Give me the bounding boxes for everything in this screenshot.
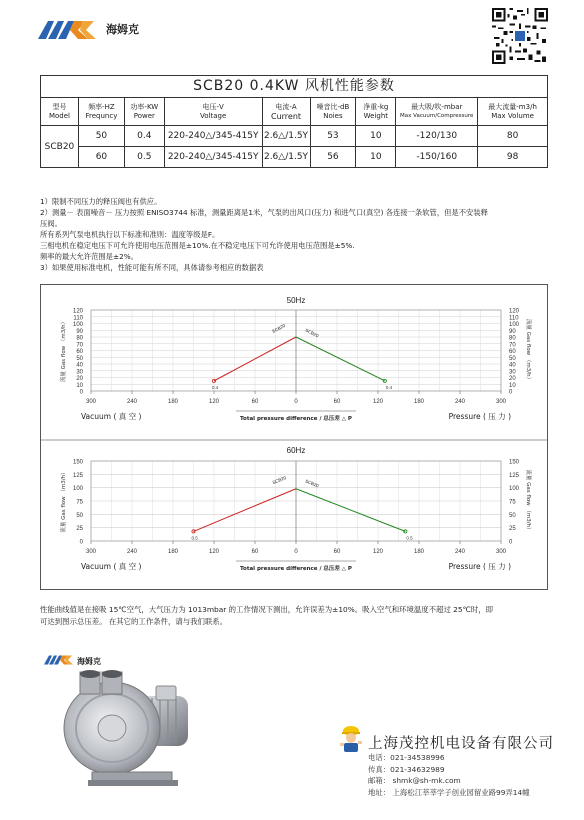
x-tick-label: 300 bbox=[495, 549, 507, 555]
note-line: 所有系列气泵电机执行以下标准和准则：温度等级是F。 bbox=[40, 230, 220, 239]
cell-max-pressure: -150/160 bbox=[396, 147, 478, 168]
brand-name-small: 海姆克 bbox=[77, 657, 101, 666]
cell-current: 2.6△/1.5Y bbox=[262, 126, 310, 147]
y-tick-label-left: 10 bbox=[76, 382, 83, 389]
column-header-cn: 最大流量-m3/h bbox=[488, 102, 537, 111]
column-header bbox=[124, 98, 164, 126]
performance-charts bbox=[41, 285, 547, 589]
column-header-cn: 频率-HZ bbox=[88, 102, 115, 111]
spec-table bbox=[40, 97, 548, 168]
x-tick-label: 120 bbox=[372, 549, 384, 555]
series-power-label: 0.4 bbox=[212, 384, 219, 390]
x-tick-label: 60 bbox=[251, 399, 259, 405]
y-axis-label-right: 流量 Gas flow （m3/h） bbox=[525, 318, 531, 383]
y-tick-label-left: 40 bbox=[76, 362, 83, 369]
performance-note-line: 性能曲线值是在接吸 15℃空气，大气压力为 1013mbar 的工作情况下测出，允许误差为±10%。吸入空气和环境温度不超过 25℃时，即 bbox=[40, 605, 494, 614]
x-tick-label: 120 bbox=[208, 399, 220, 405]
column-header-cn: 电压-V bbox=[202, 102, 224, 111]
series-power-label: 0.4 bbox=[385, 384, 393, 390]
spec-row-50hz bbox=[41, 126, 548, 147]
column-header-cn: 净重-kg bbox=[363, 102, 389, 111]
column-header-en: Noies bbox=[323, 111, 343, 120]
y-tick-label-left: 125 bbox=[72, 472, 83, 479]
y-tick-label-right: 90 bbox=[509, 328, 516, 335]
x-axis-label: Total pressure difference / 总压差 △ P bbox=[240, 416, 352, 422]
note-line: 1）限制不同压力的释压阀也有供应。 bbox=[40, 197, 162, 206]
column-header-en: Weight bbox=[363, 111, 389, 120]
y-tick-label-left: 50 bbox=[76, 355, 83, 362]
column-header bbox=[78, 98, 124, 126]
y-tick-label-right: 80 bbox=[509, 335, 516, 342]
column-header bbox=[262, 98, 310, 126]
column-header-en: Frequncy bbox=[85, 111, 118, 120]
y-tick-label-left: 100 bbox=[72, 322, 83, 328]
note-line: 三相电机在稳定电压下可允许使用电压范围是±10%.在不稳定电压下可允许使用电压范围是±5%. bbox=[40, 241, 355, 250]
y-tick-label-right: 100 bbox=[509, 322, 520, 328]
x-tick-label: 300 bbox=[495, 399, 507, 405]
y-axis-label-left: 流量 Gas flow （m3/h） bbox=[61, 318, 67, 383]
contact-phone: 电话：021-34538996 bbox=[368, 753, 445, 762]
spec-table-title: SCB20 0.4KW 风机性能参数 bbox=[40, 75, 548, 97]
performance-note bbox=[40, 604, 548, 628]
y-axis-label-right: 流量 Gas flow （m3/h） bbox=[525, 469, 531, 533]
series-name-label: SCB20 bbox=[271, 475, 287, 486]
column-header bbox=[41, 98, 79, 126]
x-tick-label: 180 bbox=[413, 399, 425, 405]
x-axis-label: Total pressure difference / 总压差 △ P bbox=[240, 566, 352, 572]
spec-header-row bbox=[41, 98, 548, 126]
series-name-label: SCB20 bbox=[271, 322, 287, 335]
y-tick-label-left: 90 bbox=[76, 328, 83, 335]
column-header-cn: 型号 bbox=[52, 102, 67, 111]
y-tick-label-left: 100 bbox=[72, 486, 83, 493]
column-header-cn: 功率-KW bbox=[130, 102, 159, 111]
x-tick-label: 240 bbox=[454, 399, 466, 405]
chart-title: 60Hz bbox=[286, 446, 306, 455]
note-line: 3）如果使用标准电机，性能可能有所不同，具体请参考相应的数据表 bbox=[40, 263, 264, 272]
x-tick-label: 300 bbox=[85, 549, 97, 555]
cell-weight: 10 bbox=[356, 147, 396, 168]
x-tick-label: 240 bbox=[126, 549, 138, 555]
column-header-en: Max Volume bbox=[491, 111, 534, 120]
cell-power: 0.4 bbox=[124, 126, 164, 147]
y-tick-label-right: 120 bbox=[509, 308, 520, 315]
chart-title: 50Hz bbox=[286, 296, 306, 305]
y-tick-label-right: 125 bbox=[509, 472, 520, 479]
brand-logo-small-icon bbox=[44, 652, 76, 666]
vacuum-label: Vacuum ( 真 空 ) bbox=[81, 562, 142, 571]
series-power-label: 0.5 bbox=[406, 535, 413, 541]
cell-voltage: 220-240△/345-415Y bbox=[164, 147, 262, 168]
column-header bbox=[164, 98, 262, 126]
spec-row-60hz bbox=[41, 147, 548, 168]
y-tick-label-right: 0 bbox=[509, 539, 513, 546]
y-tick-label-right: 10 bbox=[509, 382, 516, 389]
x-tick-label: 60 bbox=[333, 399, 341, 405]
column-header bbox=[478, 98, 548, 126]
y-tick-label-right: 25 bbox=[509, 526, 516, 533]
x-tick-label: 180 bbox=[413, 549, 425, 555]
note-line: 2）测量－ 表面噪音－ 压力按照 ENISO3744 标准，测量距离是1米，气泵的出风口(压力) 和进气口(真空) 各连接一条软管，但是不安装释 bbox=[40, 208, 488, 217]
y-tick-label-left: 80 bbox=[76, 335, 83, 342]
note-line: 压阀。 bbox=[40, 219, 62, 228]
cell-noise: 53 bbox=[310, 126, 356, 147]
x-tick-label: 60 bbox=[333, 549, 341, 555]
y-tick-label-right: 30 bbox=[509, 369, 516, 376]
model-cell: SCB20 bbox=[41, 126, 79, 168]
performance-chart-panel bbox=[40, 284, 548, 590]
contact-address: 地址： 上海松江莘莘学子创业园留业路99弄14幢 bbox=[368, 787, 530, 797]
y-tick-label-left: 110 bbox=[73, 315, 83, 322]
series-name-label: SCB20 bbox=[304, 327, 320, 339]
y-tick-label-right: 50 bbox=[509, 355, 516, 362]
y-tick-label-left: 60 bbox=[76, 349, 83, 355]
y-tick-label-right: 70 bbox=[509, 342, 516, 349]
y-tick-label-left: 0 bbox=[79, 539, 83, 546]
performance-note-line: 可达到图示总压差。 在其它的工作条件，请与我们联系。 bbox=[40, 617, 228, 626]
series-name-label: SCB20 bbox=[304, 478, 320, 489]
y-tick-label-left: 20 bbox=[76, 376, 83, 382]
vacuum-label: Vacuum ( 真 空 ) bbox=[81, 412, 142, 421]
x-tick-label: 60 bbox=[251, 549, 259, 555]
notes bbox=[40, 196, 550, 273]
y-tick-label-left: 0 bbox=[79, 389, 83, 396]
x-tick-label: 180 bbox=[167, 399, 179, 405]
contact-fax: 传真：021-34632989 bbox=[368, 764, 445, 774]
x-tick-label: 120 bbox=[372, 399, 384, 405]
y-tick-label-left: 75 bbox=[76, 499, 83, 506]
y-tick-label-left: 70 bbox=[76, 342, 83, 349]
y-tick-label-right: 40 bbox=[509, 362, 516, 369]
column-header-cn: 噪音比-dB bbox=[316, 102, 350, 111]
brand-name: 海姆克 bbox=[106, 23, 139, 36]
column-header bbox=[396, 98, 478, 126]
x-tick-label: 0 bbox=[294, 549, 298, 555]
x-tick-label: 240 bbox=[126, 399, 138, 405]
column-header-en: Voltage bbox=[200, 111, 227, 120]
y-tick-label-right: 110 bbox=[509, 315, 519, 322]
y-tick-label-right: 50 bbox=[509, 512, 516, 519]
column-header-en: Max Vacuum/Compressure bbox=[400, 112, 474, 119]
x-tick-label: 180 bbox=[167, 549, 179, 555]
x-tick-label: 0 bbox=[294, 399, 298, 405]
x-tick-label: 120 bbox=[208, 549, 220, 555]
worker-mascot-icon bbox=[338, 724, 364, 754]
pressure-label: Pressure ( 压 力 ) bbox=[448, 562, 511, 571]
pressure-label: Pressure ( 压 力 ) bbox=[448, 412, 511, 421]
y-tick-label-left: 25 bbox=[76, 526, 83, 533]
cell-max-volume: 80 bbox=[478, 126, 548, 147]
y-tick-label-right: 150 bbox=[509, 459, 520, 466]
company-name: 上海茂控机电设备有限公司 bbox=[368, 736, 554, 752]
contact-info bbox=[368, 752, 530, 798]
y-tick-label-right: 75 bbox=[509, 499, 516, 506]
y-tick-label-left: 50 bbox=[76, 512, 83, 519]
y-tick-label-right: 20 bbox=[509, 376, 516, 382]
column-header bbox=[356, 98, 396, 126]
brand-logo-icon bbox=[38, 15, 102, 41]
y-tick-label-right: 0 bbox=[509, 389, 513, 396]
series-line bbox=[296, 489, 405, 532]
cell-voltage: 220-240△/345-415Y bbox=[164, 126, 262, 147]
contact-email: 邮箱： shmk@sh-mk.com bbox=[368, 776, 461, 785]
y-tick-label-left: 150 bbox=[72, 459, 83, 466]
column-header-cn: 电流-A bbox=[275, 102, 297, 111]
column-header-en: Power bbox=[133, 111, 155, 120]
ring-blower-image bbox=[52, 668, 202, 794]
column-header-en: Current bbox=[270, 111, 302, 121]
y-axis-label-left: 流量 Gas flow （m3/h） bbox=[61, 469, 67, 533]
y-tick-label-right: 100 bbox=[509, 486, 520, 493]
qr-code-icon bbox=[492, 8, 548, 64]
series-line bbox=[194, 489, 297, 532]
cell-max-volume: 98 bbox=[478, 147, 548, 168]
cell-frequency: 60 bbox=[78, 147, 124, 168]
cell-weight: 10 bbox=[356, 126, 396, 147]
cell-max-pressure: -120/130 bbox=[396, 126, 478, 147]
series-power-label: 0.5 bbox=[191, 535, 198, 541]
column-header-en: Model bbox=[48, 111, 70, 120]
x-tick-label: 300 bbox=[85, 399, 97, 405]
cell-power: 0.5 bbox=[124, 147, 164, 168]
note-line: 频率的最大允许范围是±2%。 bbox=[40, 252, 138, 261]
y-tick-label-left: 30 bbox=[76, 369, 83, 376]
cell-frequency: 50 bbox=[78, 126, 124, 147]
y-tick-label-right: 60 bbox=[509, 349, 516, 355]
cell-noise: 56 bbox=[310, 147, 356, 168]
y-tick-label-left: 120 bbox=[72, 308, 83, 315]
column-header bbox=[310, 98, 356, 126]
column-header-cn: 最大吸/吹-mbar bbox=[411, 102, 463, 111]
x-tick-label: 240 bbox=[454, 549, 466, 555]
cell-current: 2.6△/1.5Y bbox=[262, 147, 310, 168]
